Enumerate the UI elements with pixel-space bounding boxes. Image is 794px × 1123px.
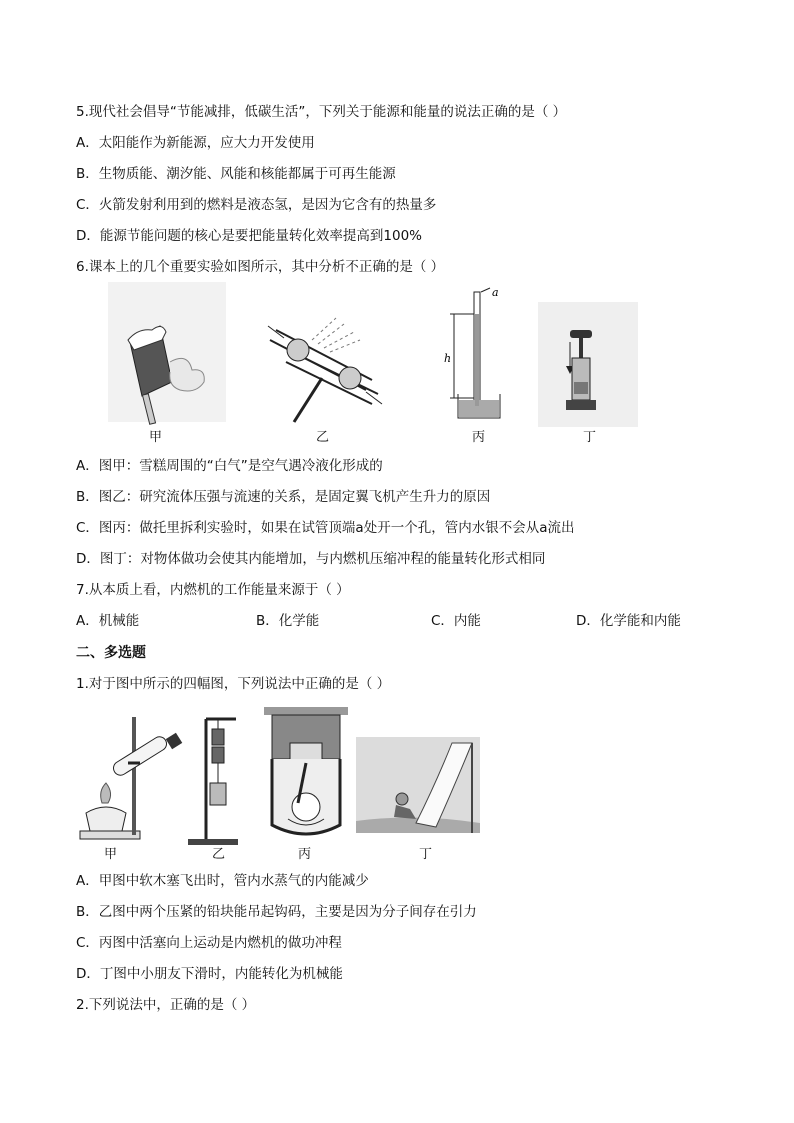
- q6-caption-yi: 乙: [316, 430, 330, 445]
- lead-blocks-illustration: [188, 719, 238, 845]
- torricelli-tube-illustration: [444, 286, 500, 418]
- section-title: 二、多选题: [76, 645, 146, 661]
- q5-stem: 5.现代社会倡导“节能减排，低碳生活”，下列关于能源和能量的说法正确的是（ ）: [76, 104, 567, 120]
- q5-option-c: C．火箭发射利用到的燃料是液态氢，是因为它含有的热量多: [76, 197, 437, 213]
- rolling-cans-illustration: [268, 318, 382, 422]
- q6-figure: [108, 282, 638, 448]
- q7-option-c: C．内能: [431, 613, 481, 629]
- q5-option-b: B．生物质能、潮汐能、风能和核能都属于可再生能源: [76, 166, 396, 182]
- m1-caption-yi: 乙: [212, 847, 226, 862]
- q6-caption-ding: 丁: [583, 430, 597, 445]
- q6-figure-drawing: [108, 282, 638, 448]
- m1-figure-drawing: [76, 703, 486, 865]
- q6-option-a: A．图甲：雪糕周围的“白气”是空气遇冷液化形成的: [76, 458, 383, 474]
- q7-option-a: A．机械能: [76, 613, 140, 629]
- m1-caption-jia: 甲: [104, 847, 118, 862]
- q6-stem: 6.课本上的几个重要实验如图所示，其中分析不正确的是（ ）: [76, 259, 445, 275]
- q6-caption-jia: 甲: [149, 430, 163, 445]
- fire-piston-illustration: [538, 302, 638, 427]
- m2-stem: 2.下列说法中，正确的是（ ）: [76, 997, 256, 1013]
- engine-cylinder-illustration: [264, 707, 348, 834]
- q6-option-b: B．图乙：研究流体压强与流速的关系，是固定翼飞机产生升力的原因: [76, 489, 491, 505]
- q7-option-b: B．化学能: [256, 613, 320, 629]
- label-a: a: [492, 286, 499, 299]
- ice-cream-illustration: [108, 282, 226, 424]
- m1-option-c: C．丙图中活塞向上运动是内燃机的做功冲程: [76, 935, 342, 951]
- m1-option-b: B．乙图中两个压紧的铅块能吊起钩码，主要是因为分子间存在引力: [76, 904, 477, 920]
- q6-option-d: D．图丁：对物体做功会使其内能增加，与内燃机压缩冲程的能量转化形式相同: [76, 551, 546, 567]
- q5-option-d: D．能源节能问题的核心是要把能量转化效率提高到100%: [76, 228, 422, 244]
- q7-option-d: D．化学能和内能: [576, 613, 681, 629]
- q5-option-a: A．太阳能作为新能源，应大力开发使用: [76, 135, 315, 151]
- q7-stem: 7.从本质上看，内燃机的工作能量来源于（ ）: [76, 582, 350, 598]
- test-tube-illustration: [80, 717, 182, 839]
- m1-caption-bing: 丙: [298, 847, 312, 862]
- m1-option-d: D．丁图中小朋友下滑时，内能转化为机械能: [76, 966, 343, 982]
- m1-stem: 1.对于图中所示的四幅图，下列说法中正确的是（ ）: [76, 676, 391, 692]
- m1-figure: [76, 703, 486, 865]
- m1-caption-ding: 丁: [419, 847, 433, 862]
- m1-option-a: A．甲图中软木塞飞出时，管内水蒸气的内能减少: [76, 873, 369, 889]
- slide-illustration: [356, 737, 480, 833]
- q6-option-c: C．图丙：做托里拆利实验时，如果在试管顶端a处开一个孔，管内水银不会从a流出: [76, 520, 575, 536]
- label-h: h: [444, 352, 452, 365]
- q6-caption-bing: 丙: [472, 430, 486, 445]
